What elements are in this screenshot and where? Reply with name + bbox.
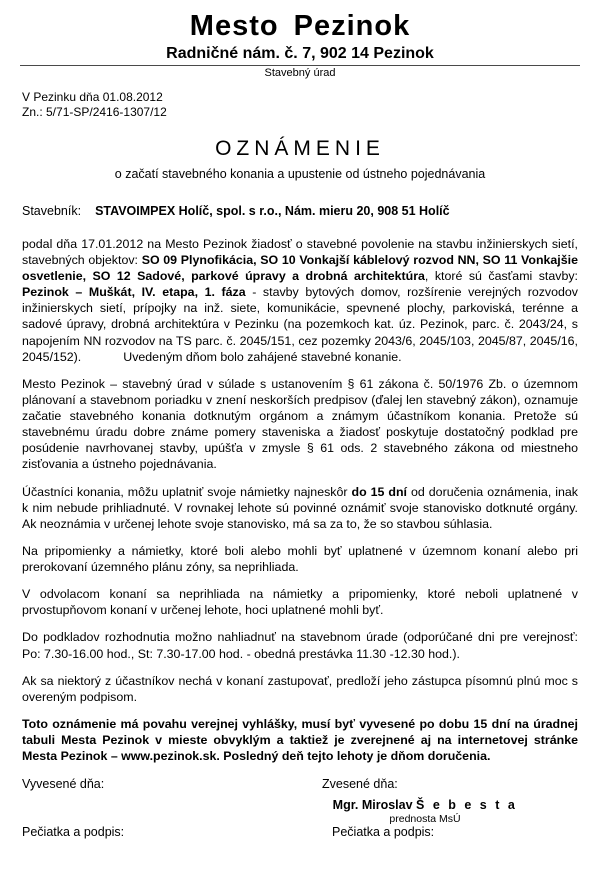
p3-part-a: Účastníci konania, môžu uplatniť svoje námietky najneskôr [22, 484, 352, 499]
page-subtitle: o začatí stavebného konania a upustenie od ústneho pojednávania [114, 166, 486, 181]
p1-part-c: , ktoré sú časťami stavby: [424, 269, 578, 284]
posted-date-field: Vyvesené dňa: [22, 777, 105, 791]
builder-value: STAVOIMPEX Holíč, spol. s r.o., Nám. mieru 20, 908 51 Holíč [95, 203, 450, 218]
document-header [0, 11, 600, 80]
header-divider [20, 65, 580, 66]
signatory-role: prednosta MsÚ [389, 813, 461, 826]
removed-date-field: Zvesené dňa: [322, 777, 398, 791]
stamp-signature-right: Pečiatka a podpis: [332, 825, 435, 839]
footer-dates-row [0, 777, 600, 791]
builder-label: Stavebník: [22, 203, 82, 218]
p1-part-e: - stavby bytových domov, rozšírenie verejných rozvodov inžinierskych sietí, prípojky na inž. siete, komunikácie, spevnené plochy, parkoviská, terénne a sadové úpravy, drobná architektúra v Pezinku (na pozemkoch kat. úz. Pezinok, parc. č. 2043/24, s napojením NN rozvodov na TS parc. č. 2045/151, cez pozemky 2043/6, 2045/103, 2045/87, 2045/16, 2045/152). [22, 285, 578, 364]
place-and-date: V Pezinku dňa 01.08.2012 [22, 90, 163, 105]
paragraph-appeal: V odvolacom konaní sa neprihliada na námietky a pripomienky, ktoré neboli uplatnené v prvostupňovom konaní v určenej lehote, hoci uplatnené mohli byť. [22, 587, 578, 618]
p1-commencement: Uvedeným dňom bolo zahájené stavebné konanie. [123, 349, 402, 364]
organization-address: Radničné nám. č. 7, 902 14 Pezinok [166, 44, 434, 62]
paragraph-office-hours: Do podkladov rozhodnutia možno nahliadnuť na stavebnom úrade (odporúčané dni pre verejnosť: Po: 7.30-16.00 hod., St: 7.30-17.00 hod. - obedná prestávka 11.30 -12.30 hod.). [22, 630, 578, 661]
p3-deadline-bold: do 15 dní [351, 484, 407, 499]
department-name: Stavebný úrad [264, 67, 336, 80]
paragraph-legal-basis: Mesto Pezinok – stavebný úrad v súlade s ustanovením § 61 zákona č. 50/1976 Zb. o územnom plánovaní a stavebnom poriadku v znení neskorších predpisov (ďalej len stavebný zákon), oznamuje začatie stavebného konania dotknutým orgánom a známym účastníkom konania. Pretože sú stavebnému úradu dobre známe pomery staveniska a žiadosť poskytuje dostatočný podklad pre posúdenie navrhovanej stavby, upúšťa v zmysle § 61 ods. 2 stavebného zákona od miestneho zisťovania a ústneho pojednávania. [22, 376, 578, 472]
paragraph-prior-objections: Na pripomienky a námietky, ktoré boli alebo mohli byť uplatnené v územnom konaní alebo pri prerokovaní územného plánu zóny, sa neprihliada. [22, 543, 578, 575]
organization-name: Mesto Pezinok [189, 10, 411, 42]
paragraph-representation: Ak sa niektorý z účastníkov nechá v konaní zastupovať, predloží jeho zástupca písomnú plnú moc s overeným podpisom. [22, 673, 578, 704]
p1-project-bold: Pezinok – Muškát, IV. etapa, 1. fáza [22, 285, 246, 300]
paragraph-objections [22, 484, 578, 532]
builder-line [22, 203, 600, 219]
paragraph-public-notice: Toto oznámenie má povahu verejnej vyhlášky, musí byť vyvesené po dobu 15 dní na úradnej tabuli Mesta Pezinok v mieste obvyklým a taktiež je zverejnené aj na internetovej stránke Mesta Pezinok – www.pezinok.sk. Posledný deň tejto lehoty je dňom doručenia. [22, 716, 578, 764]
stamp-signature-left: Pečiatka a podpis: [22, 825, 125, 839]
document-body [22, 236, 578, 826]
paragraph-request [22, 236, 578, 365]
reference-number: Zn.: 5/71-SP/2416-1307/12 [22, 105, 167, 120]
document-footer [0, 777, 600, 873]
document-meta [22, 90, 600, 120]
p1-objects-bold: SO 09 Plynofikácia, SO 10 Vonkajší káblelový rozvod NN, SO 11 Vonkajšie osvetlenie, SO 12 Sadové, parkové úpravy a drobná architektúra [22, 252, 578, 284]
p3-part-c: od doručenia oznámenia, inak k nim nebude prihliadnuté. V rovnakej lehote sú povinné oznámiť svoje stanovisko dotknuté orgány. Ak neoznámia v určenej lehote svoje stanovisko, má sa za to, že so stavbou súhlasia. [22, 484, 578, 531]
document-page [0, 11, 600, 861]
footer-stamps-row [0, 825, 600, 839]
page-title: OZNÁMENIE [215, 137, 385, 161]
signatory-surname: Š e b e s t a [416, 798, 518, 813]
p1-part-a: podal dňa 17.01.2012 na Mesto Pezinok žiadosť o stavebné povolenie na stavbu inžinierskych sietí, stavebných objektov: [22, 236, 578, 267]
signatory-given-name: Mgr. Miroslav [332, 798, 417, 813]
